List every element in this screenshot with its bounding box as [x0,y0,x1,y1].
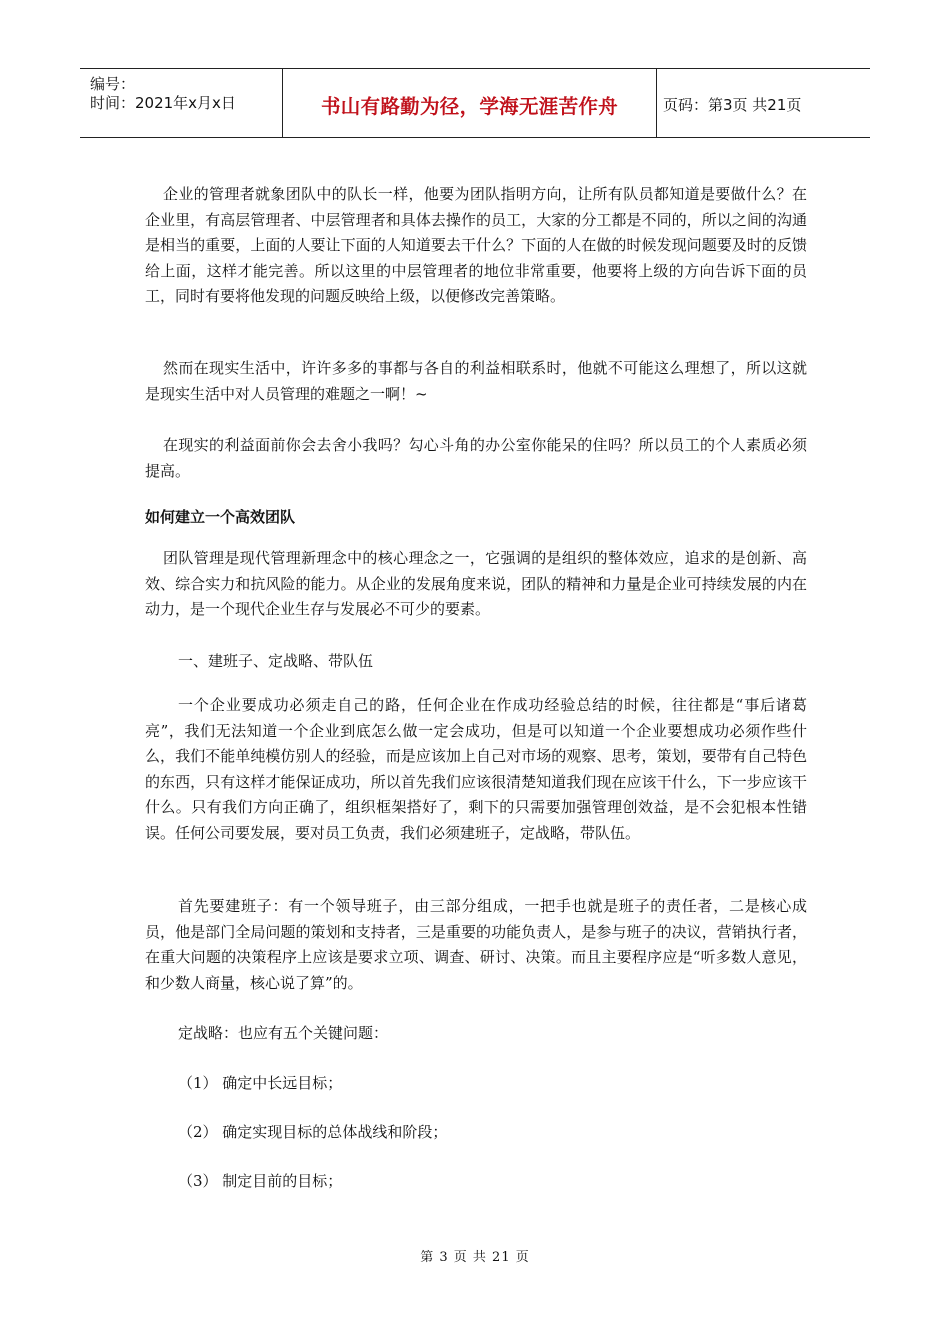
header-page-info: 页码：第3页 共21页 [663,96,802,114]
strategy-intro: 定战略：也应有五个关键问题： [178,1024,389,1042]
number-label: 编号： [90,75,136,93]
paragraph-5: 一个企业要成功必须走自己的路，任何企业在作成功经验总结的时候，往往都是“事后诸葛亮”，我们无法知道一个企业到底怎么做一定会成功，但是可以知道一个企业要想成功必须作些什么，我们不能单纯模仿别人的经验，而是应该加上自己对市场的观察、思考，策划，要带有自己特色的东西，只有这样才能保证成功，所以首先我们应该很清楚知道我们现在应该干什么，下一步应该干什么。只有我们方向正确了，组织框架搭好了，剩下的只需要加强管理创效益，是不会犯根本性错误。任何公司要发展，要对员工负责，我们必须建班子，定战略，带队伍。 [145,696,807,842]
list-item: （3） 制定目前的目标； [178,1172,343,1190]
date-label: 时间：2021年x月x日 [90,94,236,112]
header-motto: 书山有路勤为径，学海无涯苦作舟 [320,95,618,118]
paragraph-4: 团队管理是现代管理新理念中的核心理念之一，它强调的是组织的整体效应，追求的是创新、高效、综合实力和抗风险的能力。从企业的发展角度来说，团队的精神和力量是企业可持续发展的内在动力，是一个现代企业生存与发展必不可少的要素。 [145,549,807,618]
document-header [80,68,870,138]
section-heading: 如何建立一个高效团队 [145,508,296,526]
paragraph-2: 然而在现实生活中，许许多多的事都与各自的利益相联系时，他就不可能这么理想了，所以这就是现实生活中对人员管理的难题之一啊！~ [145,359,807,403]
header-motto-cell [283,69,657,137]
paragraph-6: 首先要建班子：有一个领导班子，由三部分组成，一把手也就是班子的责任者，二是核心成员，他是部门全局问题的策划和支持者，三是重要的功能负责人，是参与班子的决议，营销执行者，在重大问题的决策程序上应该是要求立项、调查、研讨、决策。而且主要程序应是“听多数人意见，和少数人商量，核心说了算”的。 [145,897,807,992]
paragraph-3: 在现实的利益面前你会去舍小我吗？勾心斗角的办公室你能呆的住吗？所以员工的个人素质必须提高。 [145,436,807,480]
list-item: （2） 确定实现目标的总体战线和阶段； [178,1123,448,1141]
header-page-cell [657,69,870,137]
header-meta-cell [80,69,283,137]
page-footer: 第 3 页 共 21 页 [420,1250,530,1265]
subsection-title: 一、建班子、定战略、带队伍 [178,652,374,670]
list-item: （1） 确定中长远目标； [178,1074,343,1092]
paragraph-1: 企业的管理者就象团队中的队长一样，他要为团队指明方向，让所有队员都知道是要做什么？在企业里，有高层管理者、中层管理者和具体去操作的员工，大家的分工都是不同的，所以之间的沟通是相当的重要，上面的人要让下面的人知道要去干什么？下面的人在做的时候发现问题要及时的反馈给上面，这样才能完善。所以这里的中层管理者的地位非常重要，他要将上级的方向告诉下面的员工，同时有要将他发现的问题反映给上级，以便修改完善策略。 [145,185,807,305]
